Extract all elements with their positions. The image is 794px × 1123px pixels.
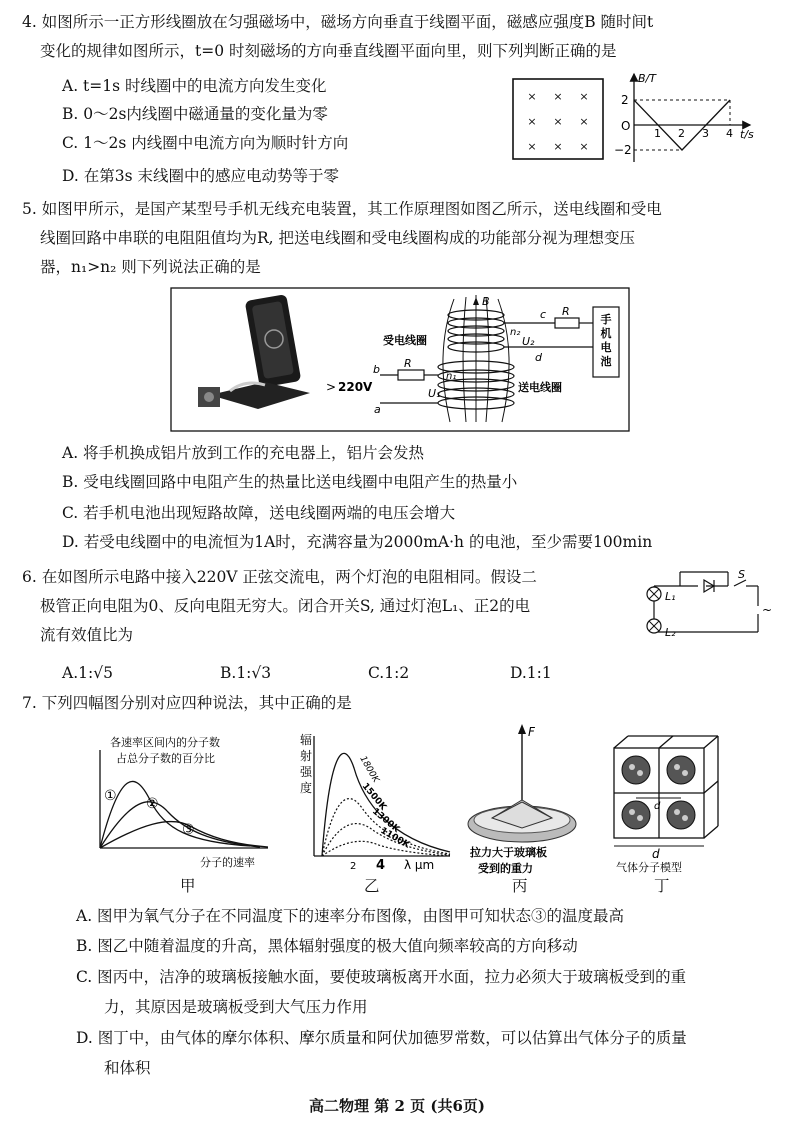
ac-arrow: > — [326, 380, 337, 394]
yi-curve-1100k — [322, 841, 450, 856]
magnetic-field-crosses — [527, 90, 588, 153]
point-c: c — [540, 308, 547, 321]
q5-stem-line3: 器，n₁>n₂ 则下列说法正确的是 — [40, 258, 261, 276]
svg-text:×: × — [553, 115, 563, 128]
jia-ylabel1: 各速率区间内的分子数 — [110, 736, 220, 749]
lamp-l1 — [647, 587, 661, 601]
yi-tick-4: 4 — [376, 858, 386, 873]
jia-curve-1 — [100, 781, 250, 848]
page-footer: 高二物理 第 2 页 (共6页) — [309, 1097, 485, 1115]
field-lines — [443, 295, 509, 422]
battery-label — [601, 312, 612, 368]
n2-label: n₂ — [510, 327, 521, 338]
q5-option-a: A. 将手机换成铝片放到工作的充电器上，铝片会发热 — [62, 444, 425, 462]
yi-ylabel — [300, 733, 313, 795]
y-axis-label: B/T — [638, 72, 656, 85]
q4-option-a: A. t=1s 时线圈中的电流方向发生变化 — [62, 77, 327, 95]
q6-option-b: B.1:√3 — [220, 664, 272, 682]
q6-stem-line1: 6. 在如图所示电路中接入220V 正弦交流电，两个灯泡的电阻相同。假设二 — [22, 568, 537, 586]
b-arrow — [473, 297, 479, 305]
point-d: d — [535, 351, 542, 364]
q7-option-a: A. 图甲为氧气分子在不同温度下的速率分布图像，由图甲可知状态③的温度最高 — [76, 907, 625, 925]
jia-curve-1-label: ① — [104, 788, 117, 804]
yi-t2: 1500K — [359, 781, 388, 813]
point-b: b — [373, 363, 380, 376]
q7-caption-yi: 乙 — [364, 877, 380, 895]
receive-coil-label: 受电线圈 — [383, 334, 427, 347]
r1-label: R — [404, 357, 412, 370]
q7-caption-jia: 甲 — [180, 877, 196, 895]
x-tick-1: 1 — [654, 127, 661, 140]
u2-label: U₂ — [522, 335, 535, 348]
q5-option-b: B. 受电线圈回路中电阻产生的热量比送电线圈中电阻产生的热量小 — [62, 473, 518, 491]
jia-curve-2-label: ② — [146, 796, 159, 812]
q5-stem-line2: 线圈回路中串联的电阻阻值均为R, 把送电线圈和受电线圈构成的功能部分视为理想变压 — [40, 229, 636, 247]
point-a: a — [374, 403, 381, 416]
x-tick-2: 2 — [678, 127, 685, 140]
q6-option-c: C.1:2 — [368, 664, 410, 682]
q4-bt-graph — [612, 70, 762, 166]
x-axis-label: t/s — [740, 128, 754, 141]
bing-label1: 拉力大于玻璃板 — [470, 846, 547, 859]
svg-text:度: 度 — [300, 781, 313, 795]
svg-text:×: × — [527, 115, 537, 128]
yi-xlabel: λ μm — [404, 858, 435, 872]
r2-label: R — [562, 305, 570, 318]
q7-option-c-line1: C. 图丙中，洁净的玻璃板接触水面，要使玻璃板离开水面，拉力必须大于玻璃板受到的重 — [76, 968, 687, 986]
q4-option-c: C. 1～2s 内线圈中电流方向为顺时针方向 — [62, 134, 349, 152]
q4-option-d: D. 在第3s 末线圈中的感应电动势等于零 — [62, 167, 339, 185]
svg-text:池: 池 — [600, 355, 612, 368]
ding-label: 气体分子模型 — [616, 861, 682, 874]
q7-fig-ding — [608, 734, 738, 874]
ding-d-inner: d — [654, 801, 661, 812]
svg-text:×: × — [527, 140, 537, 153]
svg-text:强: 强 — [300, 765, 313, 779]
svg-text:×: × — [553, 90, 563, 103]
lamp-l2 — [647, 619, 661, 633]
voltage-label: 220V — [338, 380, 373, 394]
n1-label: n₁ — [446, 371, 457, 382]
q6-stem-line3: 流有效值比为 — [40, 626, 134, 644]
q7-fig-jia — [90, 730, 280, 875]
svg-text:机: 机 — [600, 327, 612, 340]
yi-t3: 1300K — [370, 806, 402, 835]
svg-text:×: × — [527, 90, 537, 103]
q5-figure — [170, 287, 630, 432]
bing-label2: 受到的重力 — [478, 862, 533, 875]
q7-option-c-line2: 力，其原因是玻璃板受到大气压力作用 — [104, 998, 368, 1016]
q6-stem-line2: 极管正向电阻为0、反向电阻无穷大。闭合开关S, 通过灯泡L₁、正2的电 — [40, 597, 531, 615]
q7-caption-bing: 丙 — [512, 877, 528, 895]
q6-option-a: A.1:√5 — [62, 664, 113, 682]
q7-caption-ding: 丁 — [654, 877, 670, 895]
q4-stem-line2: 变化的规律如图所示，t=0 时刻磁场的方向垂直线圈平面向里，则下列判断正确的是 — [40, 42, 617, 60]
send-coil-label: 送电线圈 — [518, 381, 562, 394]
q5-stem-line1: 5. 如图甲所示，是国产某型号手机无线充电装置，其工作原理图如图乙所示，送电线圈和受电 — [22, 200, 662, 218]
q6-option-d: D.1:1 — [510, 664, 552, 682]
bing-force-arrow — [518, 724, 526, 734]
u1-label: U₁ — [428, 387, 441, 400]
ding-d-outer: d — [652, 847, 660, 861]
y-tick-neg2: −2 — [614, 143, 632, 157]
jia-ylabel2: 占总分子数的百分比 — [116, 752, 215, 765]
x-tick-3: 3 — [702, 127, 709, 140]
jia-xlabel: 分子的速率 — [200, 856, 255, 869]
svg-text:电: 电 — [600, 341, 612, 354]
svg-text:辐: 辐 — [300, 733, 313, 747]
q7-fig-bing — [462, 718, 582, 876]
y-tick-2: 2 — [621, 93, 629, 107]
jia-curve-2 — [100, 802, 260, 848]
x-tick-4: 4 — [726, 127, 733, 140]
svg-text:手: 手 — [600, 313, 612, 326]
yi-tick-2: 2 — [350, 861, 357, 872]
q4-coil-figure — [510, 76, 606, 162]
q4-stem-line1: 4. 如图所示一正方形线圈放在匀强磁场中，磁场方向垂直于线圈平面，磁感应强度B 随时间t — [22, 13, 654, 31]
b-label: B — [482, 295, 490, 308]
q7-option-b: B. 图乙中随着温度的升高，黑体辐射强度的极大值向频率较高的方向移动 — [76, 937, 578, 955]
switch-label: S — [738, 568, 745, 581]
origin-label: O — [621, 119, 631, 133]
q5-option-d: D. 若受电线圈中的电流恒为1A时，充满容量为2000mA·h 的电池，至少需要100min — [62, 533, 653, 551]
q4-option-b: B. 0～2s内线圈中磁通量的变化量为零 — [62, 105, 328, 123]
q7-fig-yi — [300, 728, 460, 876]
svg-text:×: × — [579, 90, 589, 103]
ac-source-label: ~ — [762, 603, 773, 617]
svg-text:×: × — [579, 140, 589, 153]
phone-charger-photo — [198, 294, 310, 409]
q7-stem: 7. 下列四幅图分别对应四种说法，其中正确的是 — [22, 694, 352, 712]
bing-force-label: F — [528, 725, 535, 739]
q7-option-d-line1: D. 图丁中，由气体的摩尔体积、摩尔质量和阿伏加德罗常数，可以估算出气体分子的质量 — [76, 1029, 687, 1047]
l2-label: L₂ — [665, 626, 676, 639]
q6-circuit — [640, 568, 773, 650]
svg-text:×: × — [553, 140, 563, 153]
svg-text:射: 射 — [300, 749, 313, 763]
q5-option-c: C. 若手机电池出现短路故障，送电线圈两端的电压会增大 — [62, 504, 456, 522]
l1-label: L₁ — [665, 590, 676, 603]
q7-option-d-line2: 和体积 — [104, 1059, 151, 1077]
yi-t1: 1800K — [357, 754, 381, 785]
jia-curve-3-label: ③ — [182, 822, 195, 838]
yi-t4: 1100K — [378, 825, 412, 851]
figure-frame — [171, 288, 629, 431]
svg-text:×: × — [579, 115, 589, 128]
